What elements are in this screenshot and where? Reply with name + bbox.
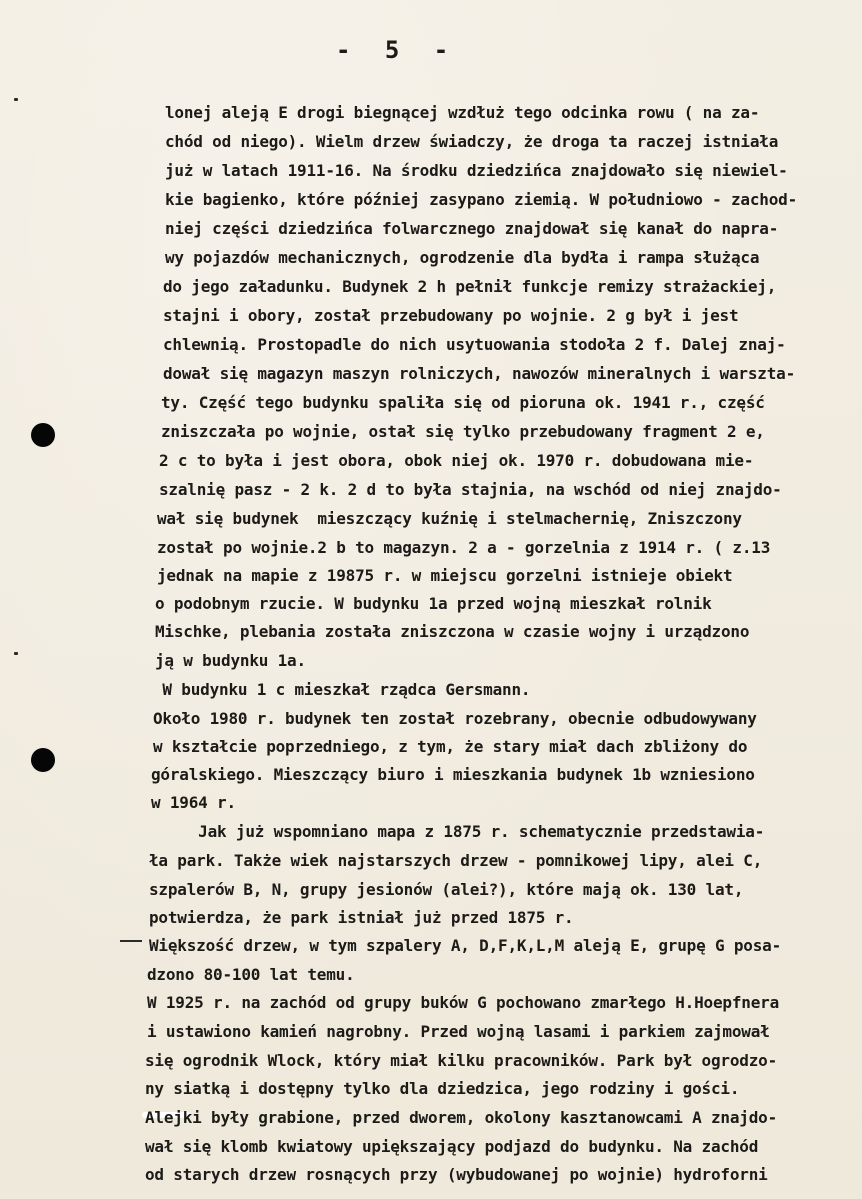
text-line: ją w budynku 1a.: [155, 651, 306, 670]
text-line: od starych drzew rosnących przy (wybudowanej po wojnie) hydroforni: [145, 1165, 768, 1184]
text-line: chlewnią. Prostopadle do nich usytuowania stodoła 2 f. Dalej znaj-: [163, 335, 786, 354]
text-line: stajni i obory, został przebudowany po wojnie. 2 g był i jest: [163, 306, 739, 325]
text-line: ny siatką i dostępny tylko dla dziedzica, jego rodziny i gości.: [145, 1079, 740, 1098]
text-line: wał się klomb kwiatowy upiększający podjazd do budynku. Na zachód: [145, 1137, 759, 1156]
text-line: w kształcie poprzedniego, z tym, że stary miał dach zbliżony do: [153, 737, 748, 756]
text-line: szpalerów B, N, grupy jesionów (alei?), które mają ok. 130 lat,: [149, 880, 744, 899]
text-line: dzono 80-100 lat temu.: [147, 965, 355, 984]
punch-hole-icon: [31, 423, 55, 447]
text-line: Mischke, plebania została zniszczona w czasie wojny i urządzono: [155, 622, 750, 641]
text-line: szalnię pasz - 2 k. 2 d to była stajnia, na wschód od niej znajdo-: [159, 480, 782, 499]
text-line: jednak na mapie z 19875 r. w miejscu gorzelni istnieje obiekt: [157, 566, 733, 585]
text-line: i ustawiono kamień nagrobny. Przed wojną lasami i parkiem zajmował: [147, 1022, 770, 1041]
margin-dash: [120, 940, 142, 942]
text-line: ty. Część tego budynku spaliła się od pioruna ok. 1941 r., część: [161, 393, 765, 412]
text-line: Jak już wspomniano mapa z 1875 r. schematycznie przedstawia-: [151, 822, 765, 841]
text-line: się ogrodnik Wlock, który miał kilku pracowników. Park był ogrodzo-: [145, 1051, 777, 1070]
text-line: już w latach 1911-16. Na środku dziedzińca znajdowało się niewiel-: [165, 161, 788, 180]
text-line: do jego załadunku. Budynek 2 h pełnił funkcje remizy strażackiej,: [163, 277, 777, 296]
text-line: Alejki były grabione, przed dworem, okolony kasztanowcami A znajdo-: [145, 1108, 777, 1127]
text-line: potwierdza, że park istniał już przed 1875 r.: [149, 908, 574, 927]
text-line: kie bagienko, które później zasypano ziemią. W południowo - zachod-: [165, 190, 797, 209]
text-line: został po wojnie.2 b to magazyn. 2 a - gorzelnia z 1914 r. ( z.13: [157, 538, 771, 557]
text-line: o podobnym rzucie. W budynku 1a przed wojną mieszkał rolnik: [155, 594, 712, 613]
text-line: Około 1980 r. budynek ten został rozebrany, obecnie odbudowywany: [153, 709, 757, 728]
margin-mark: [14, 98, 18, 101]
text-line: niej części dziedzińca folwarcznego znajdował się kanał do napra-: [165, 219, 779, 238]
text-line: W budynku 1 c mieszkał rządca Gersmann.: [153, 680, 531, 699]
text-line: góralskiego. Mieszczący biuro i mieszkania budynek 1b wzniesiono: [151, 765, 755, 784]
punch-hole-icon: [31, 748, 55, 772]
text-line: w 1964 r.: [151, 793, 236, 812]
text-line: ła park. Także wiek najstarszych drzew - pomnikowej lipy, alei C,: [149, 851, 763, 870]
text-line: zniszczała po wojnie, ostał się tylko przebudowany fragment 2 e,: [161, 422, 765, 441]
text-line: dował się magazyn maszyn rolniczych, nawozów mineralnych i warszta-: [163, 364, 795, 383]
text-line: wy pojazdów mechanicznych, ogrodzenie dla bydła i rampa służąca: [165, 248, 760, 267]
text-line: Większość drzew, w tym szpalery A, D,F,K,L,M aleją E, grupę G posa-: [149, 936, 781, 955]
page-number: - 5 -: [336, 36, 459, 64]
margin-mark: [14, 652, 18, 655]
text-line: lonej aleją E drogi biegnącej wzdłuż tego odcinka rowu ( na za-: [165, 103, 760, 122]
text-line: wał się budynek mieszczący kuźnię i stelmachernię, Zniszczony: [157, 509, 742, 528]
text-line: 2 c to była i jest obora, obok niej ok. 1970 r. dobudowana mie-: [159, 451, 754, 470]
text-line: chód od niego). Wielm drzew świadczy, że droga ta raczej istniała: [165, 132, 779, 151]
text-line: W 1925 r. na zachód od grupy buków G pochowano zmarłego H.Hoepfnera: [147, 993, 779, 1012]
